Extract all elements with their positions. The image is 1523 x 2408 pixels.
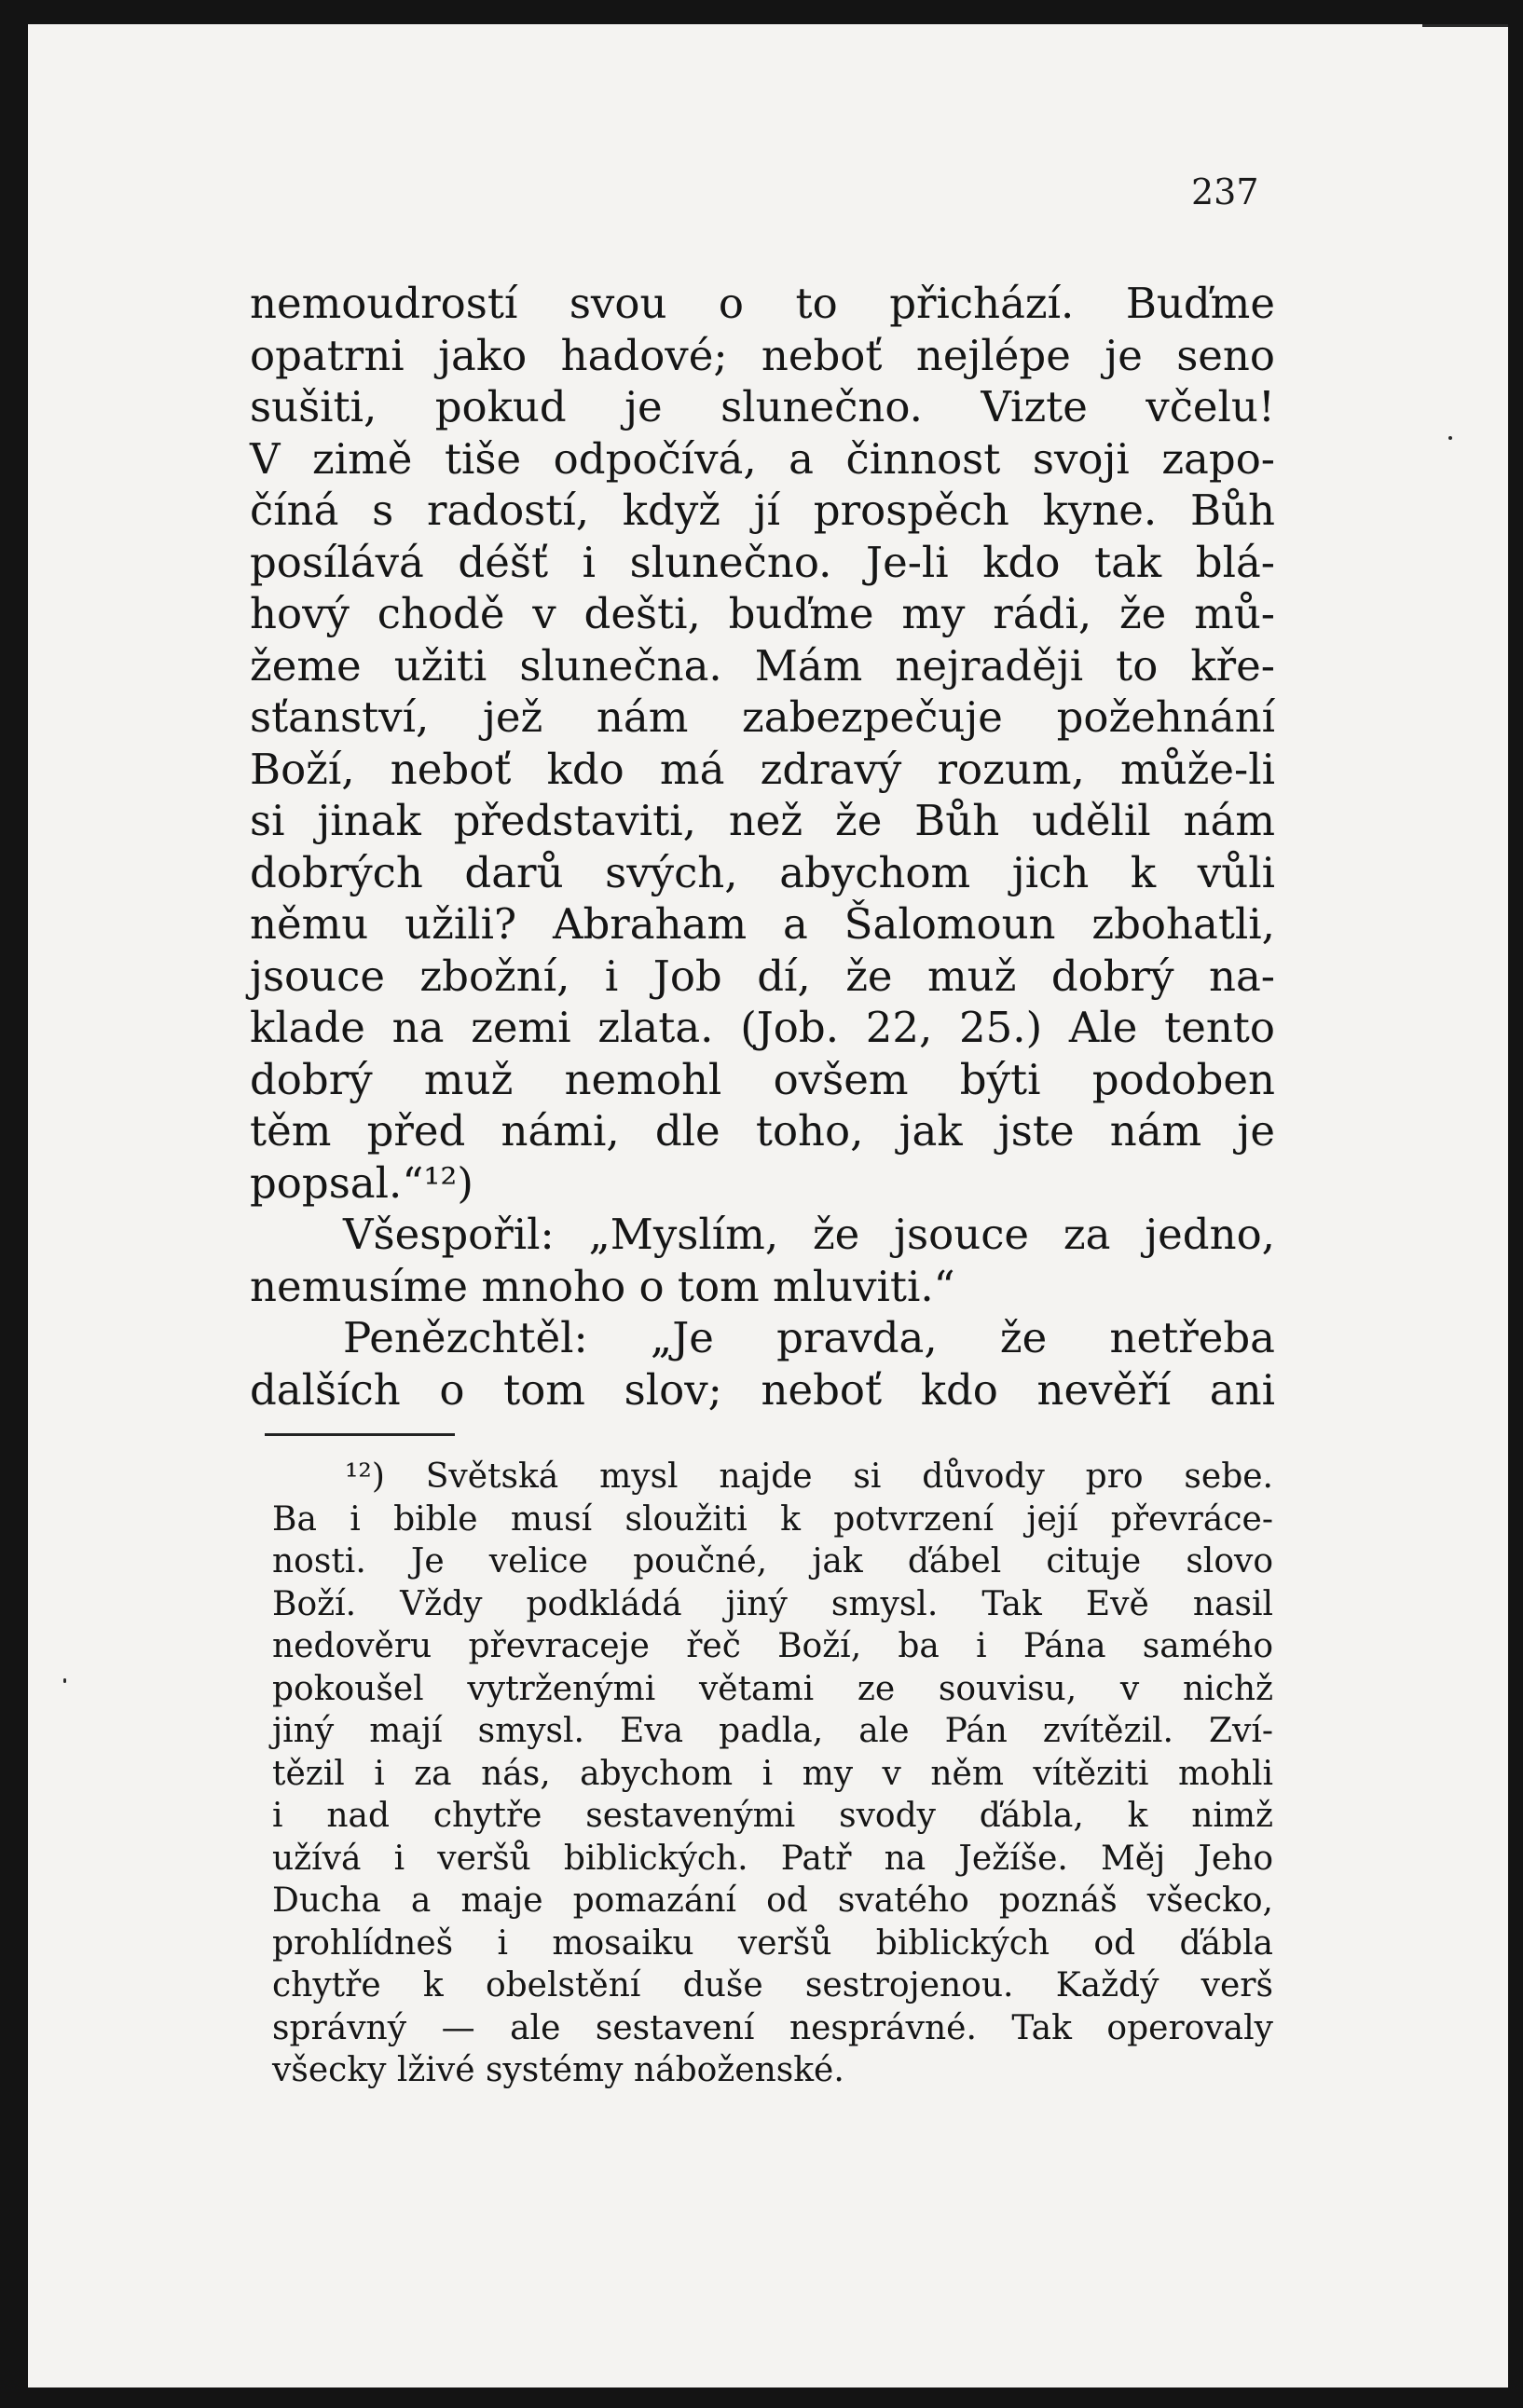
footnote-line: Boží. Vždy podkládá jiný smysl. Tak Evě nasil xyxy=(272,1584,1273,1623)
text-line: těm před námi, dle toho, jak jste nám je xyxy=(250,1106,1275,1156)
text-line: popsal.“¹²) xyxy=(250,1157,473,1208)
text-line: opatrni jako hadové; neboť nejlépe je seno xyxy=(250,330,1275,380)
footnote-line: chytře k obelstění duše sestrojenou. Každý verš xyxy=(272,1966,1273,2004)
footnote-line: prohlídneš i mosaiku veršů biblických od ďábla xyxy=(272,1923,1273,1963)
scan-edge-mark xyxy=(1422,24,1508,27)
scan-dust-speck xyxy=(1448,436,1452,440)
text-line: posílává déšť i slunečno. Je-li kdo tak blá- xyxy=(250,537,1275,587)
text-line: Boží, neboť kdo má zdravý rozum, může-li xyxy=(250,744,1275,794)
text-line: sušiti, pokud je slunečno. Vizte včelu! xyxy=(250,382,1275,431)
text-line: žeme užiti slunečna. Mám nejraději to kře- xyxy=(250,640,1275,691)
book-page xyxy=(28,24,1508,2387)
text-line: nemoudrostí svou o to přichází. Buďme xyxy=(250,279,1275,328)
footnote-line: ¹²) Světská mysl najde si důvody pro sebe. xyxy=(345,1457,1273,1496)
text-line: číná s radostí, když jí prospěch kyne. Bůh xyxy=(250,486,1275,535)
footnote-line: i nad chytře sestavenými svody ďábla, k nimž xyxy=(272,1797,1273,1835)
scan-dust-speck xyxy=(63,1678,66,1683)
text-line: si jinak představiti, než že Bůh udělil nám xyxy=(250,796,1275,845)
footnote-line: všecky lživé systémy náboženské. xyxy=(272,2051,844,2089)
text-line: klade na zemi zlata. (Job. 22, 25.) Ale tento xyxy=(250,1003,1275,1052)
footnote-line: nedověru převraceje řeč Boží, ba i Pána samého xyxy=(272,1627,1273,1665)
footnote-divider xyxy=(265,1433,455,1436)
footnote-line: jiný mají smysl. Eva padla, ale Pán zvítězil. Zví- xyxy=(272,1712,1273,1750)
text-line: hový chodě v dešti, buďme my rádi, že mů- xyxy=(250,589,1275,638)
footnote-line: užívá i veršů biblických. Patř na Ježíše. Měj Jeho xyxy=(272,1839,1273,1878)
text-line: V zimě tiše odpočívá, a činnost svoji zapo- xyxy=(250,433,1275,484)
footnote-line: Ducha a maje pomazání od svatého poznáš všecko, xyxy=(272,1881,1273,1920)
page-number: 237 xyxy=(1191,171,1259,212)
footnote-line: nosti. Je velice poučné, jak ďábel cituje slovo xyxy=(272,1542,1273,1580)
dialogue-line-penezchtel: Penězchtěl: „Je pravda, že netřeba xyxy=(343,1313,1275,1362)
footnote-line: pokoušel vytrženými větami ze souvisu, v nichž xyxy=(272,1669,1273,1708)
text-line: jsouce zbožní, i Job dí, že muž dobrý na- xyxy=(250,951,1275,1001)
text-line: dalších o tom slov; neboť kdo nevěří ani xyxy=(250,1364,1275,1415)
main-text-body xyxy=(250,278,1275,1416)
footnote-line: Ba i bible musí sloužiti k potvrzení její převráce- xyxy=(272,1499,1273,1539)
text-line: němu užili? Abraham a Šalomoun zbohatli, xyxy=(250,899,1275,949)
text-line: nemusíme mnoho o tom mluviti.“ xyxy=(250,1261,955,1311)
footnote-line: tězil i za nás, abychom i my v něm vítěziti mohli xyxy=(272,1754,1273,1793)
dialogue-line-vsesporil: Všespořil: „Myslím, že jsouce za jedno, xyxy=(343,1210,1275,1259)
text-line: sťanství, jež nám zabezpečuje požehnání xyxy=(250,692,1275,742)
text-line: dobrý muž nemohl ovšem býti podoben xyxy=(250,1054,1275,1104)
footnote-12 xyxy=(272,1456,1273,2092)
text-line: dobrých darů svých, abychom jich k vůli xyxy=(250,847,1275,897)
footnote-line: správný — ale sestavení nesprávné. Tak operovaly xyxy=(272,2008,1273,2047)
